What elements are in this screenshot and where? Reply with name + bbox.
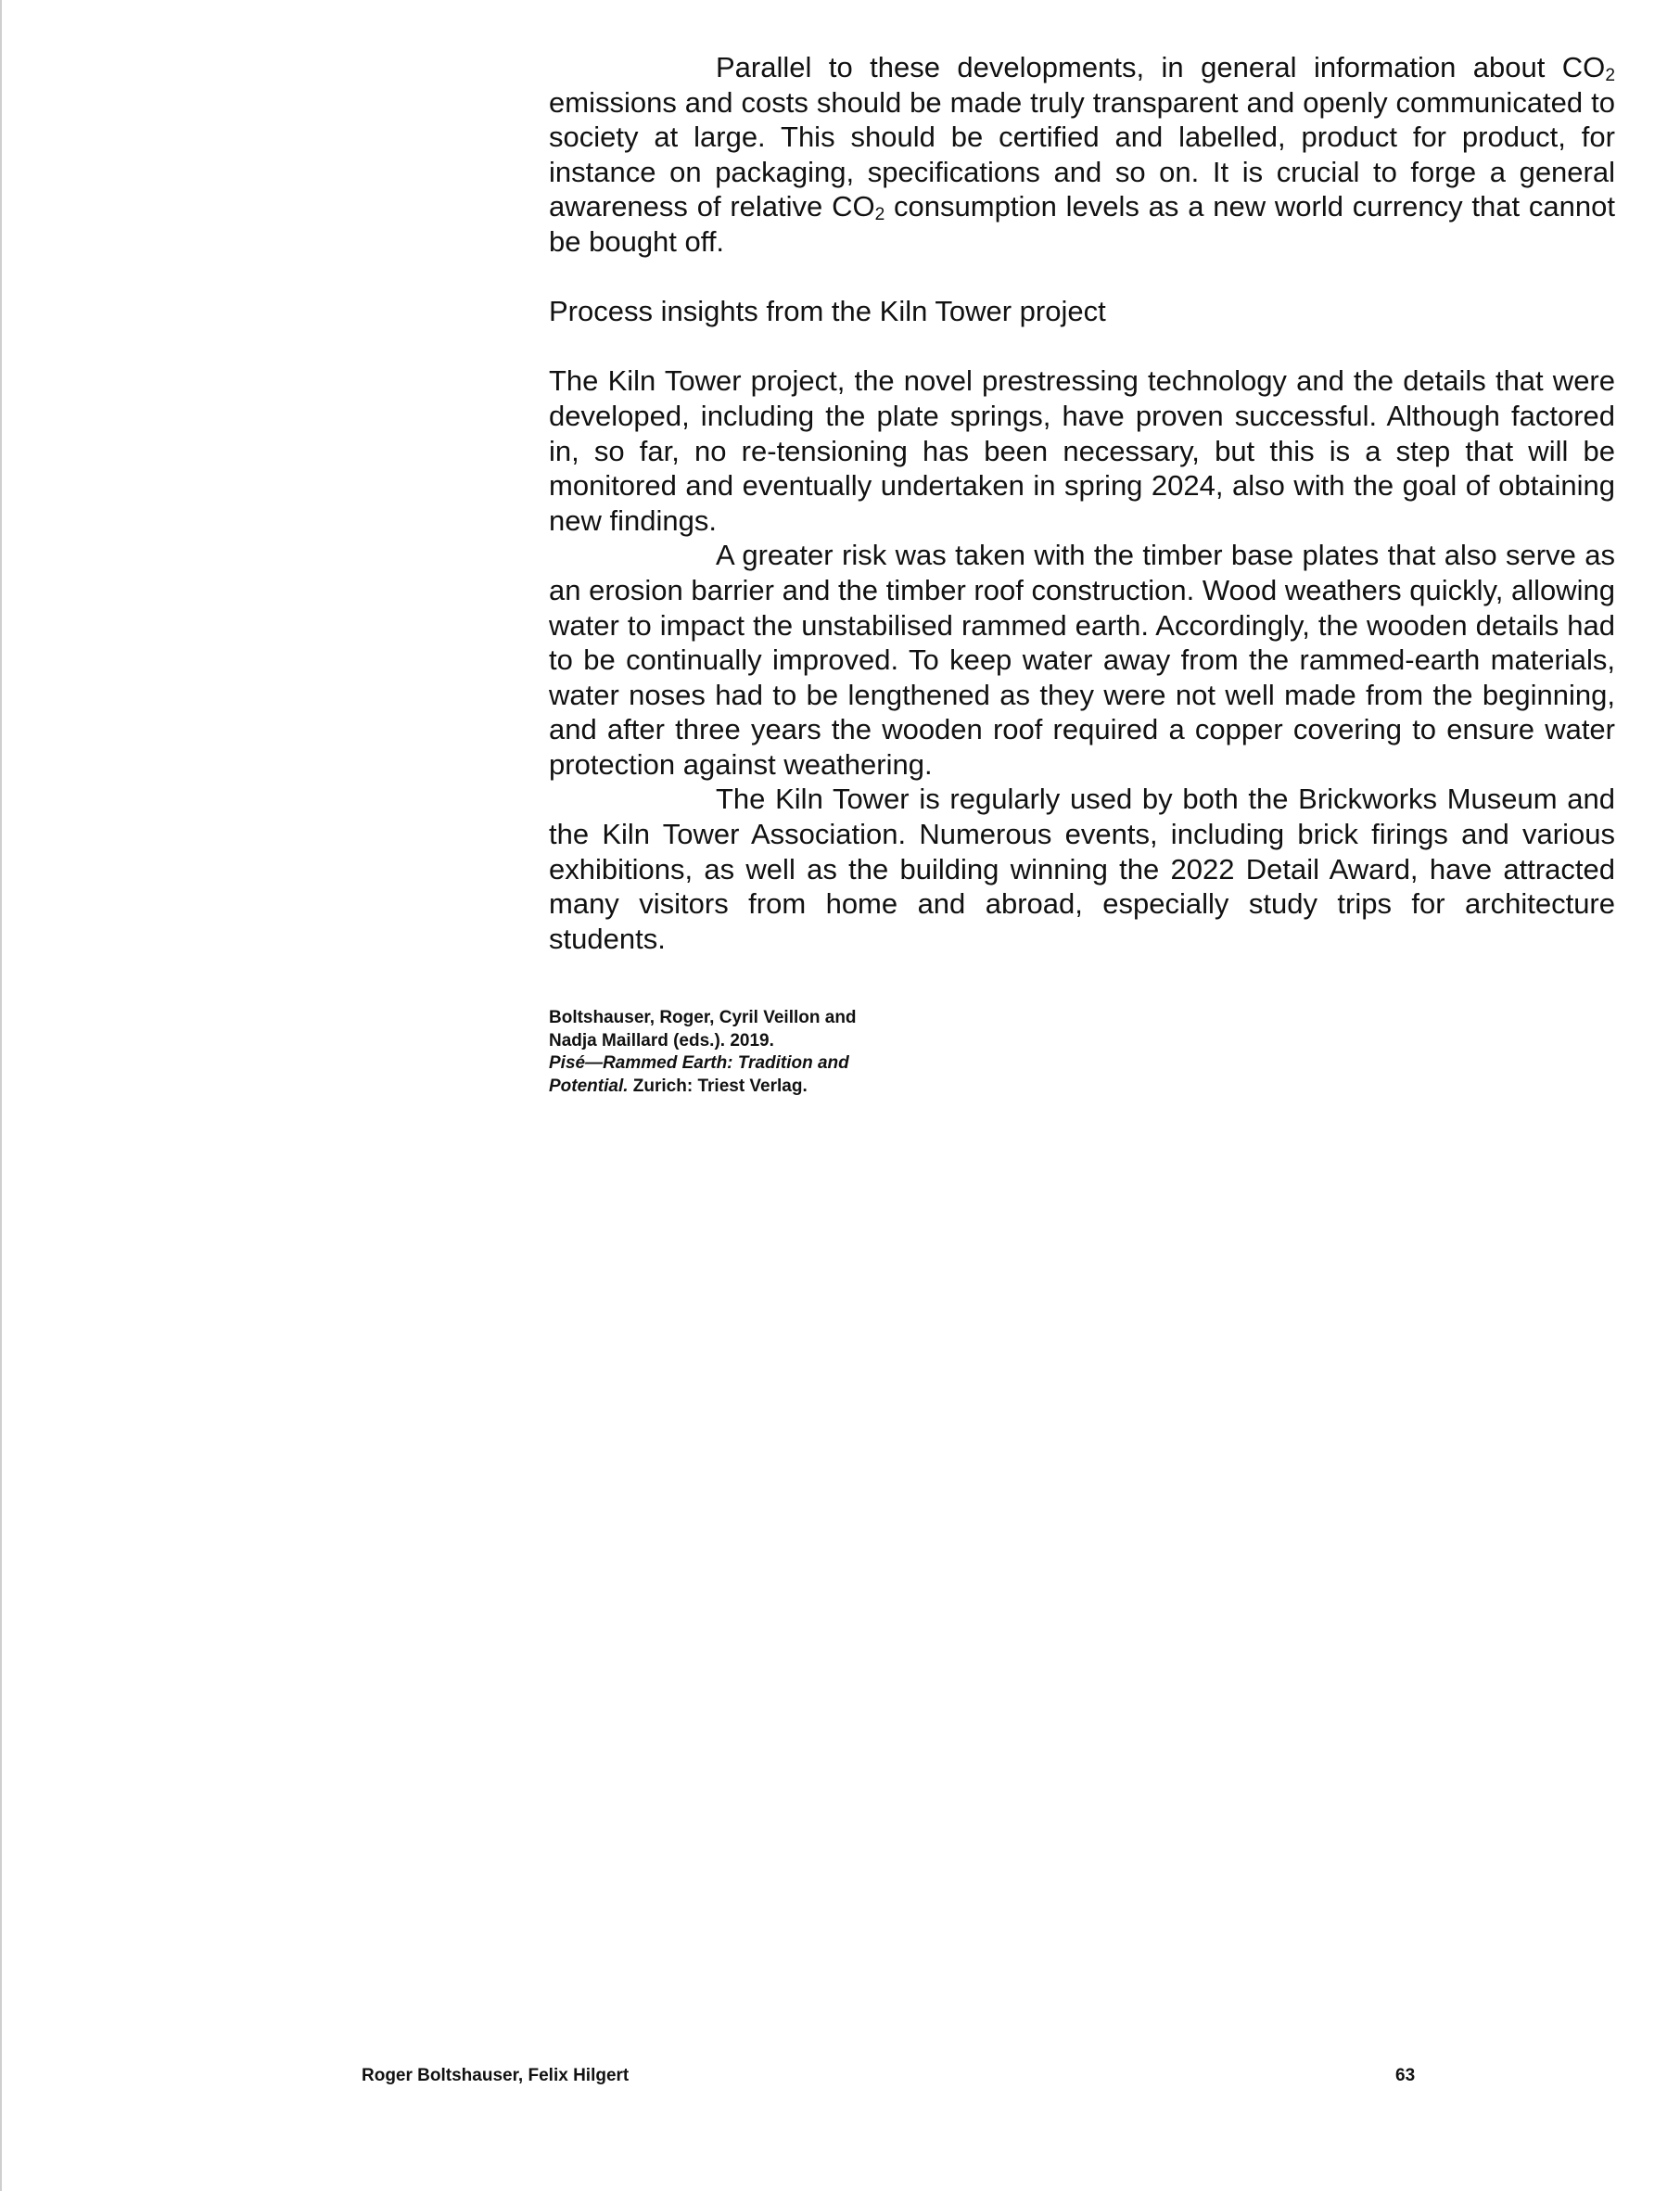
- section-heading: Process insights from the Kiln Tower project: [549, 295, 1106, 328]
- body-paragraph-1: The Kiln Tower project, the novel prestressing technology and the details that were developed, including the plate springs, have proven successful. Although factored in, so far, no re-tensioning has been necessary, but this is a step that will be monitored and eventually undertaken in spring 2024, also with the goal of obtaining new findings.: [549, 364, 1615, 537]
- page-number: 63: [1395, 2066, 1416, 2085]
- footer-authors: Roger Boltshauser, Felix Hilgert: [362, 2066, 630, 2085]
- body-paragraph-3: The Kiln Tower is regularly used by both the Brickworks Museum and the Kiln Tower Association. Numerous events, including brick firings and various exhibitions, as well as the building winning the 2022 Detail Award, have attracted many visitors from home and abroad, especially study trips for architecture students.: [549, 783, 1615, 955]
- body-paragraph-2: A greater risk was taken with the timber base plates that also serve as an erosion barrier and the timber roof construction. Wood weathers quickly, allowing water to impact the unstabilised rammed earth. Accordingly, the wooden details had to be continually improved. To keep water away from the rammed-earth materials, water noses had to be lengthened as they were not well made from the beginning, and after three years the wooden roof required a copper covering to ensure water protection against weathering.: [549, 539, 1615, 781]
- intro-paragraph: Parallel to these developments, in general information about $CO_2$ emissions and costs should be made truly transparent and openly communicated to society at large. This should be certified and labelled, product for product, for instance on packaging, specifications and so on. It is crucial to forge a general awareness of relative $CO_2$ consumption levels as a new world currency that cannot be bought off.: [549, 51, 1615, 258]
- reference-title: Pisé—Rammed Earth: Tradition and Potential.: [549, 1053, 849, 1096]
- bibliography-reference: Boltshauser, Roger, Cyril Veillon and Nadja Maillard (eds.). 2019. Pisé—Rammed Earth: Tradition and Potential. Zurich: Triest Verlag.: [549, 1008, 857, 1096]
- page-edge-rule: [0, 0, 2, 2191]
- main-text-column: [549, 50, 1615, 956]
